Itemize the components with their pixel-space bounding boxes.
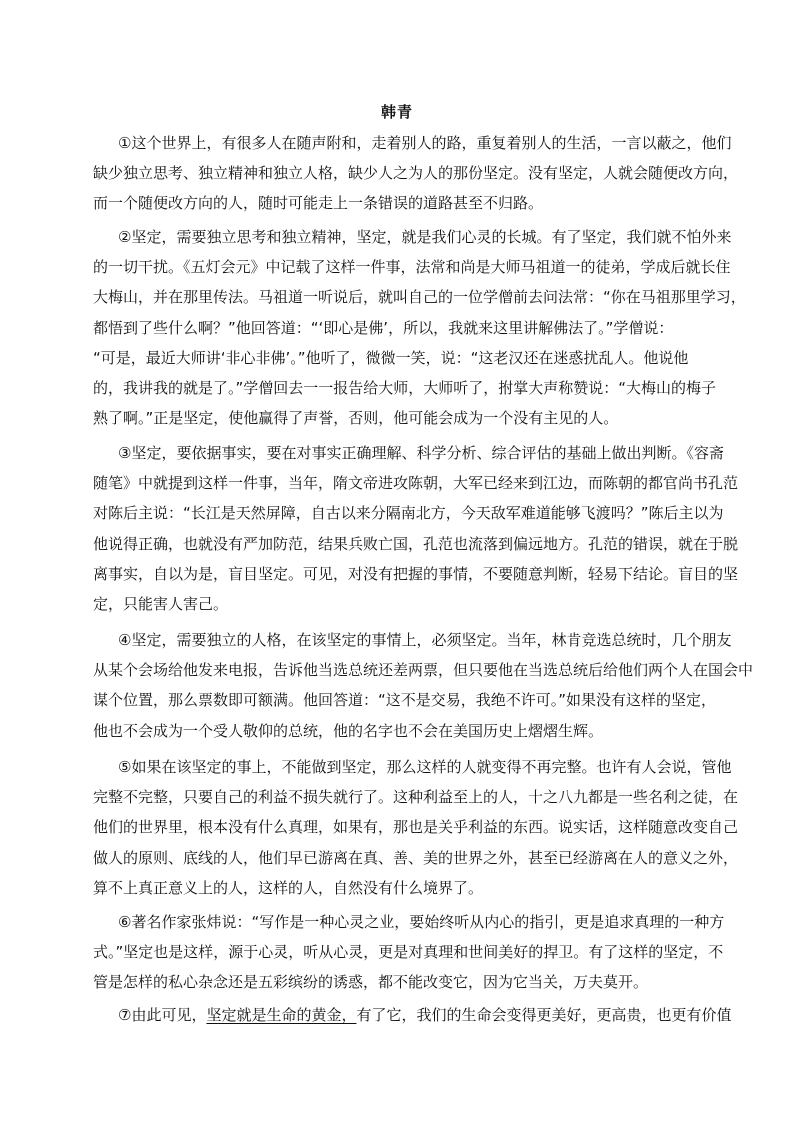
text-line: 从某个会场给他发来电报，告诉他当选总统还差两票，但只要他在当选总统后给他们两个人在国会中 xyxy=(93,661,754,680)
text-line: ①这个世界上，有很多人在随声附和，走着别人的路，重复着别人的生活，一言以蔽之，他们 xyxy=(118,134,732,152)
text-line: 式。”坚定也是这样，源于心灵，听从心灵，更是对真理和世间美好的捍卫。有了这样的坚定，不 xyxy=(93,943,724,962)
text-line: 完整不完整，只要自己的利益不损失就行了。这种利益至上的人，十之八九都是一些名利之徒，在 xyxy=(93,788,739,807)
text-line: 随笔》中就提到这样一件事，当年，隋文帝进攻陈朝，大军已经来到江边，而陈朝的都官尚书孔范 xyxy=(93,474,739,493)
text-line: “可是，最近大师讲‘非心非佛’。”他听了，微微一笑，说：“这老汉还在迷惑扰乱人。他说他 xyxy=(93,348,689,367)
text-line: 管是怎样的私心杂念还是五彩缤纷的诱惑，都不能改变它，因为它当关，万夫莫开。 xyxy=(93,973,649,992)
text-line: 熟了啊。”正是坚定，使他赢得了声誉，否则，他可能会成为一个没有主见的人。 xyxy=(93,409,619,428)
text-line: 他也不会成为一个受人敬仰的总统，他的名字也不会在美国历史上熠熠生辉。 xyxy=(93,721,604,740)
paragraph-1 xyxy=(93,128,739,219)
text-line: 他说得正确，也就没有严加防范，结果兵败亡国，孔范也流落到偏远地方。孔范的错误，就在于脱 xyxy=(93,534,739,553)
text-line xyxy=(93,1000,732,1030)
text-line: ③坚定，要依据事实，要在对事实正确理解、科学分析、综合评估的基础上做出判断。《容斋 xyxy=(118,444,724,462)
text-line: 都悟到了些什么啊？”他回答道：“‘即心是佛’，所以，我就来这里讲解佛法了。”学僧说： xyxy=(93,318,674,337)
paragraph-7 xyxy=(93,1000,732,1030)
paragraph-2 xyxy=(93,222,746,433)
paragraph-4 xyxy=(93,625,754,746)
paragraph-3 xyxy=(93,438,739,619)
text-line: 缺少独立思考、独立精神和独立人格，缺少人之为人的那份坚定。没有坚定，人就会随便改方向， xyxy=(93,164,739,183)
text-line: 而一个随便改方向的人，随时可能走上一条错误的道路甚至不归路。 xyxy=(93,194,544,213)
text-segment: 有了它，我们的生命会变得更美好，更高贵，也更有价值 xyxy=(356,1006,732,1024)
text-line: ⑤如果在该坚定的事上，不能做到坚定，那么这样的人就变得不再完整。也许有人会说，管他 xyxy=(118,758,732,776)
text-line: 对陈后主说：“长江是天然屏障，自古以来分隔南北方，今天敌军难道能够飞渡吗？”陈后主以为 xyxy=(93,504,724,523)
text-line: ④坚定，需要独立的人格，在该坚定的事情上，必须坚定。当年，林肯竞选总统时，几个朋友 xyxy=(118,631,732,649)
text-line: 做人的原则、底线的人，他们早已游离在真、善、美的世界之外，甚至已经游离在人的意义之外， xyxy=(93,848,739,867)
text-line: 的，我讲我的就是了。”学僧回去一一报告给大师，大师听了，拊掌大声称赞说：“大梅山的梅子 xyxy=(93,379,717,398)
text-line: 他们的世界里，根本没有什么真理，如果有，那也是关乎利益的东西。说实话，这样随意改变自己 xyxy=(93,818,739,837)
text-line: 的一切干扰。《五灯会元》中记载了这样一件事，法常和尚是大师马祖道一的徒弟，学成后就长住 xyxy=(93,258,731,277)
paragraph-6 xyxy=(93,907,725,998)
underlined-phrase: 坚定就是生命的黄金， xyxy=(206,1006,357,1024)
author-name: 韩青 xyxy=(380,103,413,121)
paragraph-5 xyxy=(93,752,739,903)
text-line: 大梅山，并在那里传法。马祖道一听说后，就叫自己的一位学僧前去问法常：“你在马祖那里学习， xyxy=(93,288,746,307)
text-segment: ⑦由此可见， xyxy=(118,1006,207,1024)
text-line: 离事实，自以为是，盲目坚定。可见，对没有把握的事情，不要随意判断，轻易下结论。盲目的坚 xyxy=(93,564,739,583)
text-line: 定，只能害人害己。 xyxy=(93,595,229,614)
text-line: 算不上真正意义上的人，这样的人，自然没有什么境界了。 xyxy=(93,878,484,897)
text-line: ②坚定，需要独立思考和独立精神，坚定，就是我们心灵的长城。有了坚定，我们就不怕外来 xyxy=(118,228,732,246)
text-line: 谋个位置，那么票数即可额满。他回答道：“这不是交易，我绝不许可。”如果没有这样的坚定， xyxy=(93,691,717,710)
text-line: ⑥著名作家张炜说：“写作是一种心灵之业，要始终听从内心的指引，更是追求真理的一种方 xyxy=(118,913,725,931)
